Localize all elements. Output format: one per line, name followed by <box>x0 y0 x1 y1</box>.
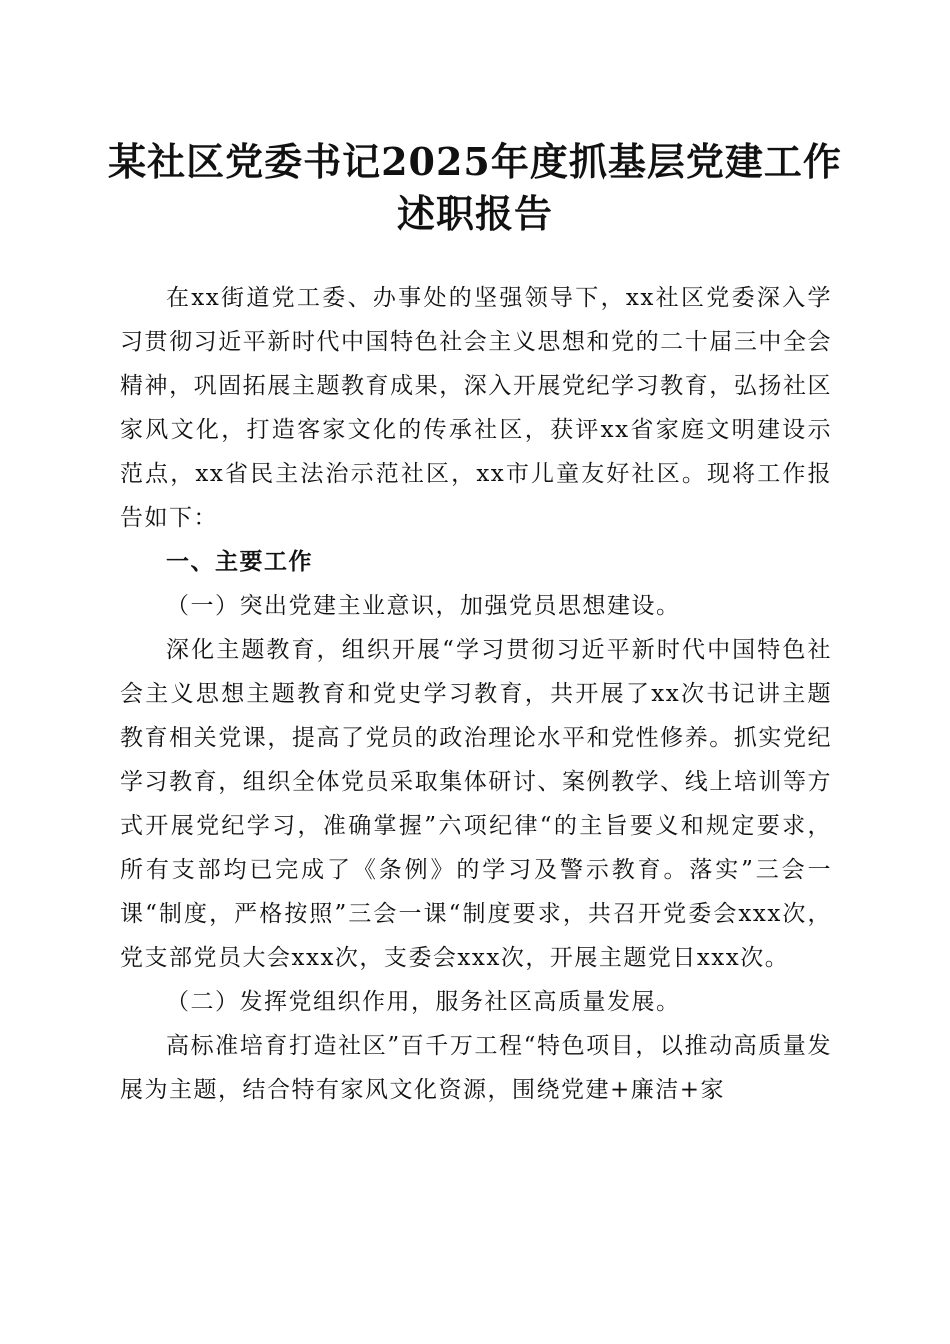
body-paragraph-2: 高标准培育打造社区”百千万工程“特色项目，以推动高质量发展为主题，结合特有家风文化资源，围绕党建+廉洁+家 <box>120 1033 832 1103</box>
section-heading-main-work: 一、主要工作 <box>166 549 313 575</box>
body-paragraph-1: 深化主题教育，组织开展“学习贯彻习近平新时代中国特色社会主义思想主题教育和党史学习教育，共开展了xx次书记讲主题教育相关党课，提高了党员的政治理论水平和党性修养。抓实党纪学习教育，组织全体党员采取集体研讨、案例教学、线上培训等方式开展党纪学习，准确掌握”六项纪律“的主旨要义和规定要求，所有支部均已完成了《条例》的学习及警示教育。落实”三会一课“制度，严格按照”三会一课“制度要求，共召开党委会xxx次，党支部党员大会xxx次，支委会xxx次，开展主题党日xxx次。 <box>120 637 832 971</box>
document-title: 某社区党委书记2025年度抓基层党建工作述职报告 <box>108 139 842 236</box>
intro-paragraph: 在xx街道党工委、办事处的坚强领导下，xx社区党委深入学习贯彻习近平新时代中国特色社会主义思想和党的二十届三中全会精神，巩固拓展主题教育成果，深入开展党纪学习教育，弘扬社区家风文化，打造客家文化的传承社区，获评xx省家庭文明建设示范点，xx省民主法治示范社区，xx市儿童友好社区。现将工作报告如下： <box>120 285 832 531</box>
subsection-heading-2: （二）发挥党组织作用，服务社区高质量发展。 <box>166 989 681 1015</box>
subsection-heading-1: （一）突出党建主业意识，加强党员思想建设。 <box>166 593 681 619</box>
document-body <box>120 276 832 1112</box>
